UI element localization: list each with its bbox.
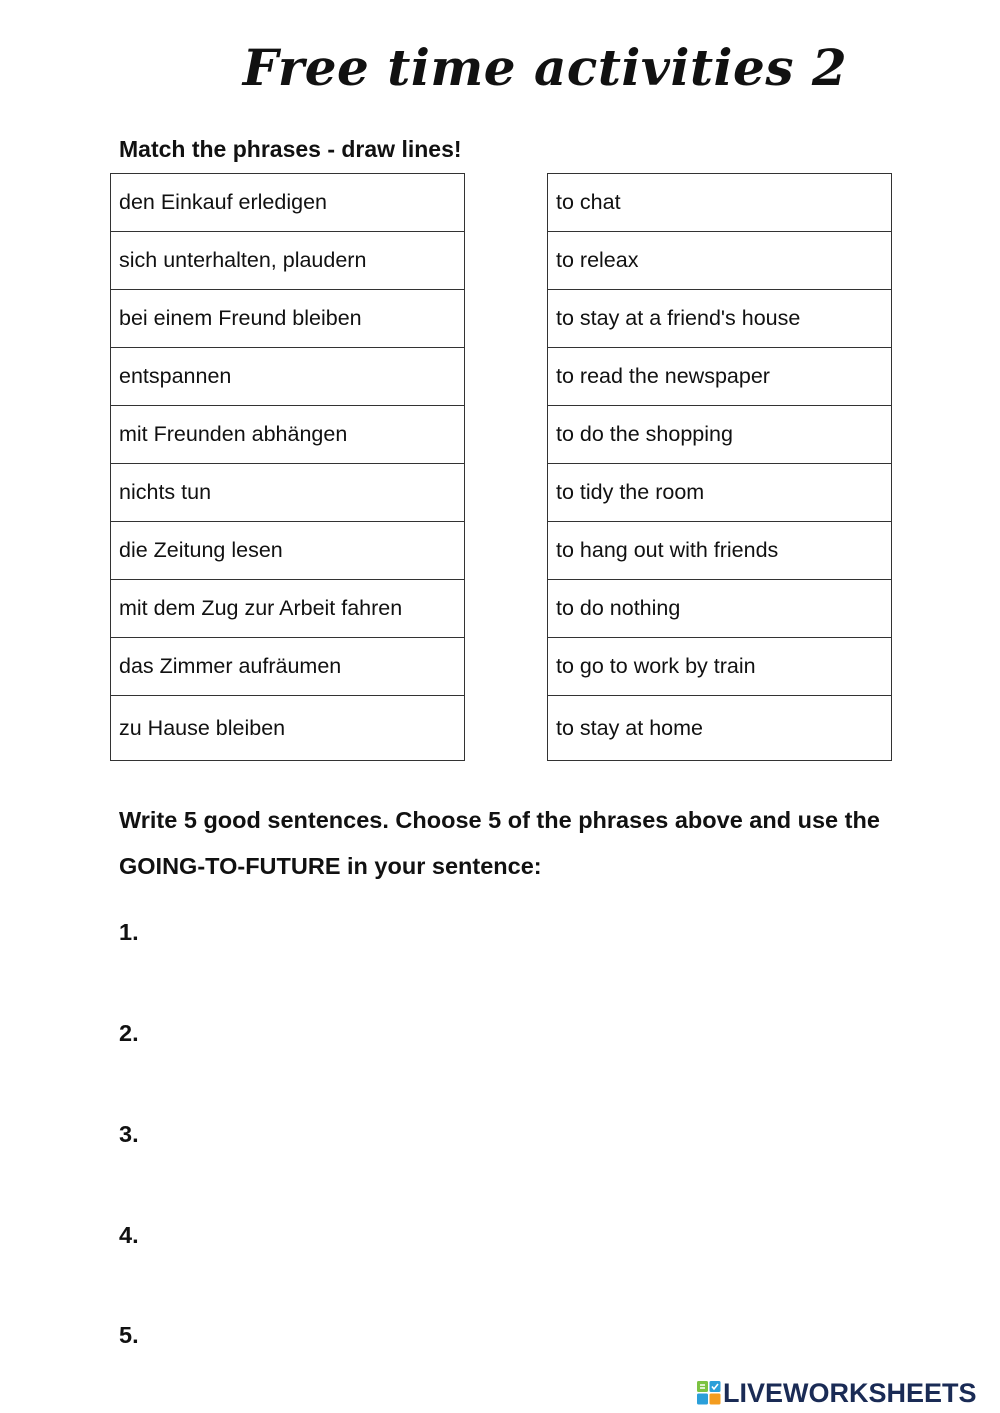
english-phrase[interactable]: to do the shopping [548, 406, 892, 464]
table-row [548, 522, 892, 580]
table-row [111, 696, 465, 761]
german-phrase[interactable]: entspannen [111, 348, 465, 406]
table-row [548, 232, 892, 290]
english-phrase[interactable]: to go to work by train [548, 638, 892, 696]
english-phrase[interactable]: to hang out with friends [548, 522, 892, 580]
worksheet-title: Free time activities 2 [242, 38, 848, 97]
sentence-number: 2. [119, 1020, 139, 1046]
german-phrase[interactable]: nichts tun [111, 464, 465, 522]
sentence-answer-area[interactable] [150, 913, 950, 953]
german-phrase[interactable]: die Zeitung lesen [111, 522, 465, 580]
match-instruction: Match the phrases - draw lines! [119, 136, 462, 162]
english-phrase[interactable]: to releax [548, 232, 892, 290]
german-phrase[interactable]: das Zimmer aufräumen [111, 638, 465, 696]
german-phrase[interactable]: bei einem Freund bleiben [111, 290, 465, 348]
sentence-answer-area[interactable] [150, 1316, 950, 1356]
table-row [111, 522, 465, 580]
table-row [548, 348, 892, 406]
table-row [111, 638, 465, 696]
liveworksheets-logo-text: LIVEWORKSHEETS [723, 1378, 977, 1408]
sentence-number: 4. [119, 1222, 139, 1248]
table-row [111, 232, 465, 290]
liveworksheets-logo-icon [697, 1381, 721, 1405]
table-row [548, 174, 892, 232]
english-phrase[interactable]: to stay at home [548, 696, 892, 761]
english-phrase[interactable]: to do nothing [548, 580, 892, 638]
english-phrase[interactable]: to chat [548, 174, 892, 232]
table-row [111, 290, 465, 348]
english-phrases-table [547, 173, 892, 761]
write-instruction: Write 5 good sentences. Choose 5 of the phrases above and use the GOING-TO-FUTURE in your sentence: [119, 807, 880, 879]
table-row [111, 406, 465, 464]
table-row [111, 174, 465, 232]
table-row [548, 580, 892, 638]
table-row [548, 290, 892, 348]
table-row [548, 464, 892, 522]
sentence-number: 3. [119, 1121, 139, 1147]
german-phrases-table [110, 173, 465, 761]
table-row [111, 348, 465, 406]
table-row [111, 580, 465, 638]
table-row [548, 696, 892, 761]
sentence-number: 5. [119, 1322, 139, 1348]
english-phrase[interactable]: to stay at a friend's house [548, 290, 892, 348]
german-phrase[interactable]: den Einkauf erledigen [111, 174, 465, 232]
german-phrase[interactable]: zu Hause bleiben [111, 696, 465, 761]
german-phrase[interactable]: mit Freunden abhängen [111, 406, 465, 464]
table-row [548, 638, 892, 696]
liveworksheets-logo [697, 1378, 995, 1408]
table-row [548, 406, 892, 464]
sentence-answer-area[interactable] [150, 1216, 950, 1256]
table-row [111, 464, 465, 522]
english-phrase[interactable]: to read the newspaper [548, 348, 892, 406]
sentence-number: 1. [119, 919, 139, 945]
german-phrase[interactable]: sich unterhalten, plaudern [111, 232, 465, 290]
german-phrase[interactable]: mit dem Zug zur Arbeit fahren [111, 580, 465, 638]
sentence-answer-area[interactable] [150, 1115, 950, 1155]
english-phrase[interactable]: to tidy the room [548, 464, 892, 522]
sentence-answer-area[interactable] [150, 1014, 950, 1054]
